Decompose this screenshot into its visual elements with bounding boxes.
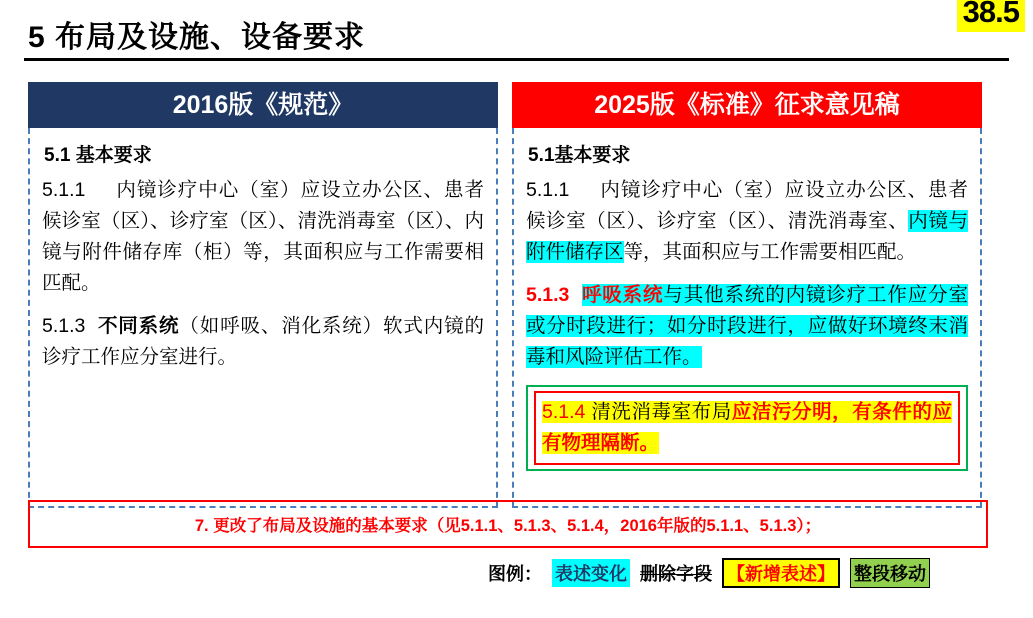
legend-label: 图例：: [488, 564, 542, 584]
right-514-number: 5.1.4: [542, 401, 586, 423]
legend-item-delete: 删除字段: [640, 564, 712, 584]
legend-item-new: 【新增表述】: [722, 558, 840, 588]
right-513-highlight: 呼吸系统: [581, 284, 664, 306]
right-513-number: 5.1.3: [526, 284, 570, 306]
panel-2016: [28, 82, 498, 508]
right-513-text: 与其他系统的内镜诊疗工作应分室或分时段进行；如分时段进行，应做好环境终末消毒和风险评估工作。: [526, 284, 968, 368]
left-paragraph-511: [42, 175, 484, 299]
page-title: 5 布局及设施、设备要求: [28, 21, 366, 54]
legend-item-change: 表述变化: [552, 559, 630, 587]
left-511-number: 5.1.1: [42, 179, 86, 201]
panel-2025-body: [512, 128, 982, 508]
page-badge: 38.5: [957, 0, 1025, 32]
summary-note-box: [28, 500, 988, 548]
left-511-text: 内镜诊疗中心（室）应设立办公区、患者候诊室（区）、诊疗室（区）、清洗消毒室（区）、内镜与附件储存库（柜）等，其面积应与工作需要相匹配。: [42, 179, 484, 294]
left-section-title: 5.1 基本要求: [44, 145, 152, 166]
right-514-green-box: [526, 385, 968, 471]
right-section-title: 5.1基本要求: [528, 145, 631, 166]
right-paragraph-513: [526, 280, 968, 373]
right-514-text-b: 应洁污分明，有条件的应有物理隔断。: [542, 401, 952, 454]
left-513-text: （如呼吸、消化系统）软式内镜的诊疗工作应分室进行。: [42, 315, 484, 368]
right-511-text-a: 内镜诊疗中心（室）应设立办公区、患者候诊室（区）、诊疗室（区）、清洗消毒室、: [526, 179, 968, 232]
left-paragraph-513: [42, 311, 484, 373]
right-514-text-a: 清洗消毒室布局: [591, 401, 732, 423]
legend: [488, 558, 930, 588]
title-divider: [24, 58, 1009, 61]
panel-2016-body: [28, 128, 498, 508]
legend-item-move: 整段移动: [850, 558, 930, 588]
panel-2016-header: 2016版《规范》: [28, 82, 498, 128]
right-paragraph-511: [526, 175, 968, 268]
right-514-red-box: [534, 391, 960, 465]
right-511-highlight: 内镜与附件储存区: [526, 210, 968, 263]
right-511-number: 5.1.1: [526, 179, 570, 201]
panel-2025: [512, 82, 982, 508]
summary-note-text: 7. 更改了布局及设施的基本要求（见5.1.1、5.1.3、5.1.4，2016年版的5.1.1、5.1.3）；: [194, 517, 822, 535]
right-paragraph-514: [542, 397, 952, 459]
panel-2025-header: 2025版《标准》征求意见稿: [512, 82, 982, 128]
left-513-number: 5.1.3: [42, 315, 86, 337]
left-513-keyword: 不同系统: [97, 315, 180, 337]
right-511-text-b: 等，其面积应与工作需要相匹配。: [623, 241, 917, 263]
